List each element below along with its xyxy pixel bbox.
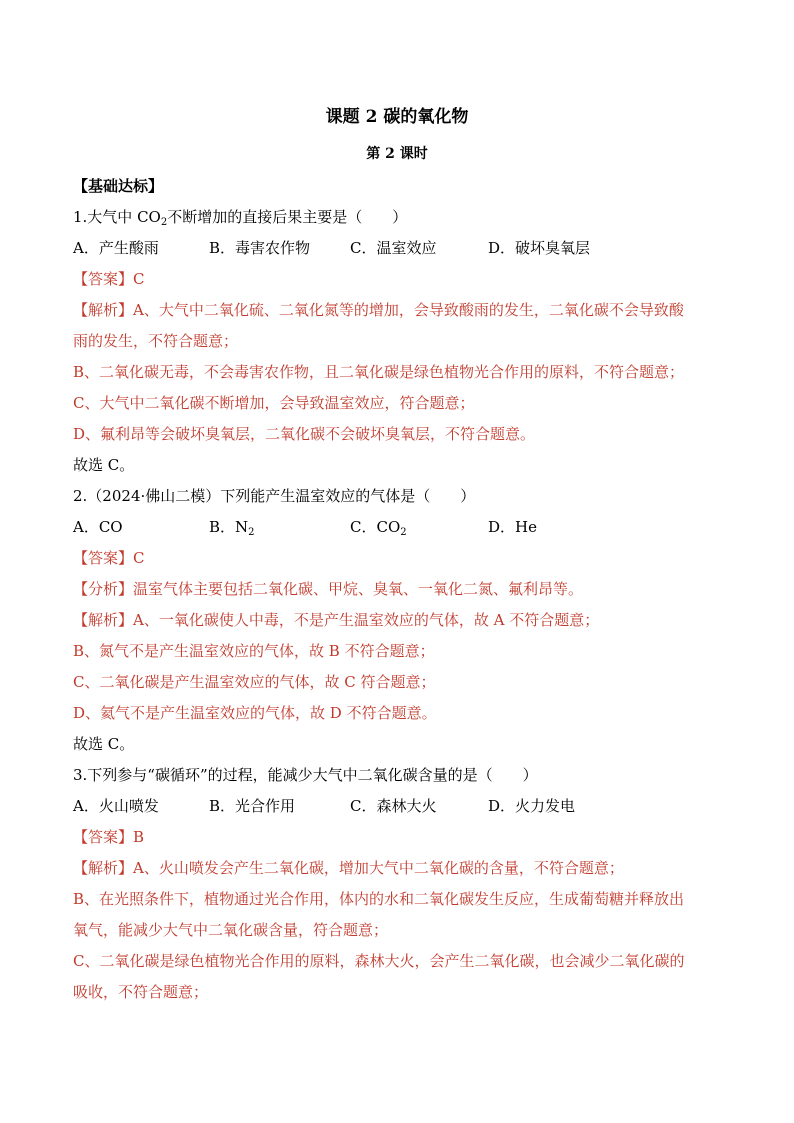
question-3-analysis-c: C、二氧化碳是绿色植物光合作用的原料，森林大火，会产生二氧化碳，也会减少二氧化碳的 — [73, 952, 685, 970]
question-2-conclusion: 故选 C。 — [73, 735, 135, 753]
option-d: D．火力发电 — [488, 797, 576, 815]
question-1-stem: 1.大气中 $CO_2$不断增加的直接后果主要是（ ） — [73, 208, 408, 228]
question-2-analysis-b: B、氮气不是产生温室效应的气体，故 B 不符合题意； — [73, 642, 435, 660]
question-2-answer: 【答案】C — [73, 549, 145, 567]
option-b: B．$N_2$ — [209, 518, 255, 538]
question-3-analysis-b: B、在光照条件下，植物通过光合作用，体内的水和二氧化碳发生反应，生成葡萄糖并释放出 — [73, 890, 685, 908]
option-c: C．森林大火 — [350, 797, 437, 815]
question-3-answer: 【答案】B — [73, 828, 145, 846]
question-1-analysis-d: D、氟利昂等会破坏臭氧层，二氧化碳不会破坏臭氧层，不符合题意。 — [73, 425, 536, 443]
question-2-analysis: 【解析】A、一氧化碳使人中毒，不是产生温室效应的气体，故 A 不符合题意； — [73, 611, 600, 629]
question-2-analysis-c: C、二氧化碳是产生温室效应的气体，故 C 符合题意； — [73, 673, 436, 691]
option-c: C．温室效应 — [350, 239, 437, 257]
document-title: 课题 2 碳的氧化物 — [325, 107, 469, 127]
question-3-analysis: 【解析】A、火山喷发会产生二氧化碳，增加大气中二氧化碳的含量，不符合题意； — [73, 859, 624, 877]
option-d: D．He — [488, 518, 537, 536]
question-2-analysis-d: D、氦气不是产生温室效应的气体，故 D 不符合题意。 — [73, 704, 437, 722]
option-a: A．产生酸雨 — [73, 239, 159, 257]
question-3-stem: 3.下列参与“碳循环”的过程，能减少大气中二氧化碳含量的是（ ） — [73, 766, 538, 784]
option-b: B．光合作用 — [209, 797, 296, 815]
question-1-analysis-cont: 雨的发生，不符合题意； — [73, 332, 239, 350]
question-1-analysis-c: C、大气中二氧化碳不断增加，会导致温室效应，符合题意； — [73, 394, 475, 412]
question-1-answer: 【答案】C — [73, 270, 145, 288]
question-3-analysis-b-cont: 氧气，能减少大气中二氧化碳含量，符合题意； — [73, 921, 389, 939]
document-subtitle: 第 2 课时 — [366, 146, 428, 162]
option-d: D．破坏臭氧层 — [488, 239, 591, 257]
option-a: A．火山喷发 — [73, 797, 159, 815]
question-1-analysis-b: B、二氧化碳无毒，不会毒害农作物，且二氧化碳是绿色植物光合作用的原料，不符合题意； — [73, 363, 685, 381]
option-c: C．$CO_2$ — [350, 518, 407, 538]
question-1-conclusion: 故选 C。 — [73, 456, 135, 474]
question-2-fenxi: 【分析】温室气体主要包括二氧化碳、甲烷、臭氧、一氧化二氮、氟利昂等。 — [73, 580, 584, 598]
question-2-stem: 2.（2024·佛山二模）下列能产生温室效应的气体是（ ） — [73, 487, 476, 505]
option-b: B．毒害农作物 — [209, 239, 311, 257]
option-a: A．CO — [73, 518, 123, 536]
question-3-analysis-c-cont: 吸收，不符合题意； — [73, 983, 209, 1001]
question-1-analysis: 【解析】A、大气中二氧化硫、二氧化氮等的增加，会导致酸雨的发生，二氧化碳不会导致酸 — [73, 301, 684, 319]
section-heading: 【基础达标】 — [73, 177, 164, 195]
